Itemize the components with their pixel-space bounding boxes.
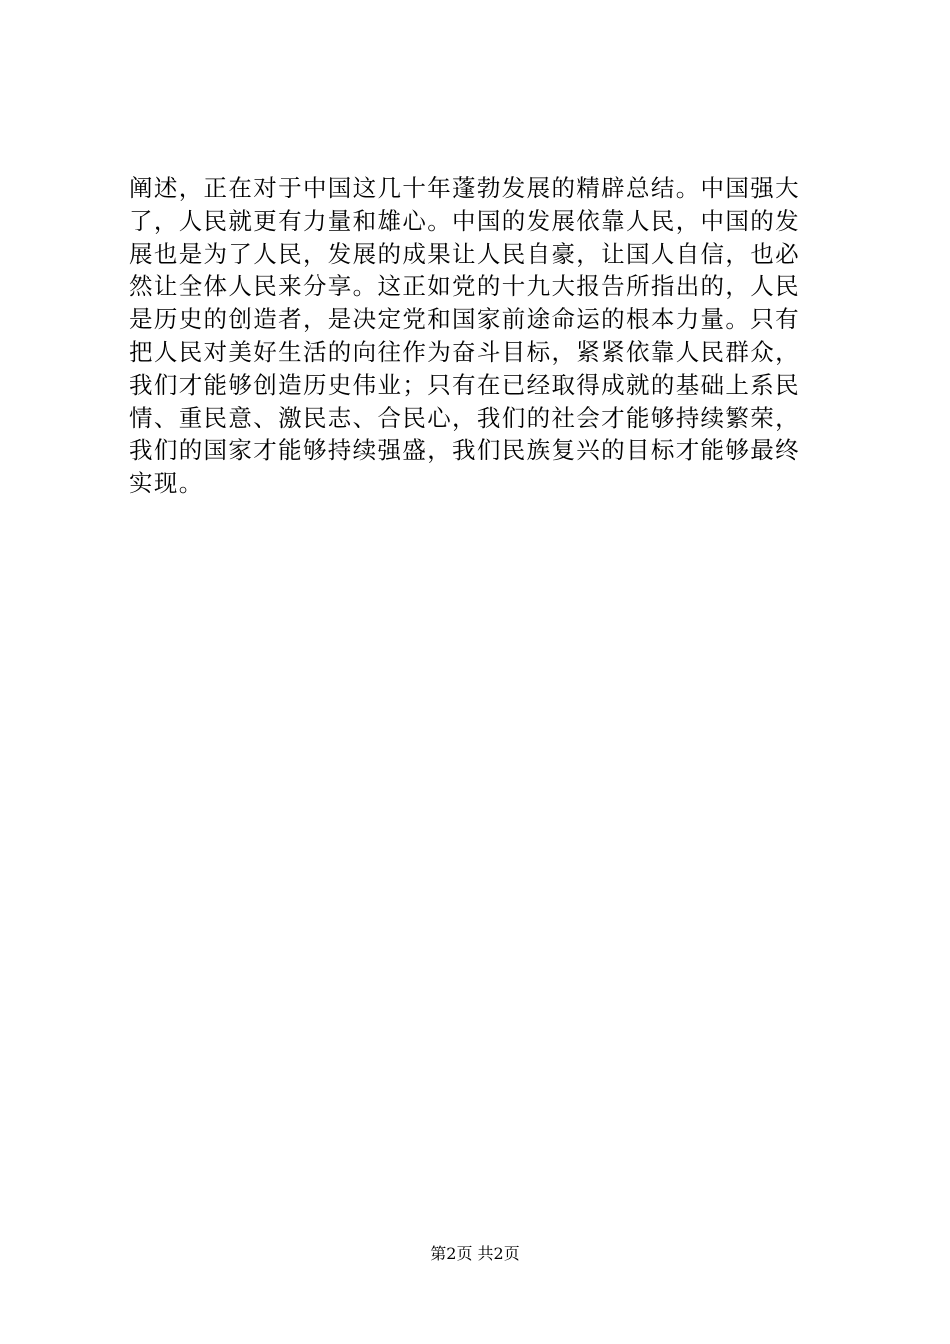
paragraph-line: 把人民对美好生活的向往作为奋斗目标，紧紧依靠人民群众， (129, 337, 800, 366)
paragraph-line: 是历史的创造者，是决定党和国家前途命运的根本力量。只有 (129, 305, 800, 334)
paragraph-line: 实现。 (129, 469, 204, 498)
paragraph-line: 阐述，正在对于中国这几十年蓬勃发展的精辟总结。中国强大 (129, 174, 800, 202)
body-paragraph (129, 172, 829, 500)
paragraph-line: 我们才能够创造历史伟业；只有在已经取得成就的基础上系民 (129, 370, 800, 399)
paragraph-line: 情、重民意、激民志、合民心，我们的社会才能够持续繁荣， (129, 403, 800, 432)
page-number-footer: 第2页 共2页 (430, 1244, 520, 1263)
paragraph-line: 了，人民就更有力量和雄心。中国的发展依靠人民，中国的发 (129, 206, 800, 235)
paragraph-line: 我们的国家才能够持续强盛，我们民族复兴的目标才能够最终 (129, 436, 800, 465)
paragraph-line: 然让全体人民来分享。这正如党的十九大报告所指出的，人民 (129, 272, 800, 301)
paragraph-line: 展也是为了人民，发展的成果让人民自豪，让国人自信，也必 (129, 239, 800, 268)
